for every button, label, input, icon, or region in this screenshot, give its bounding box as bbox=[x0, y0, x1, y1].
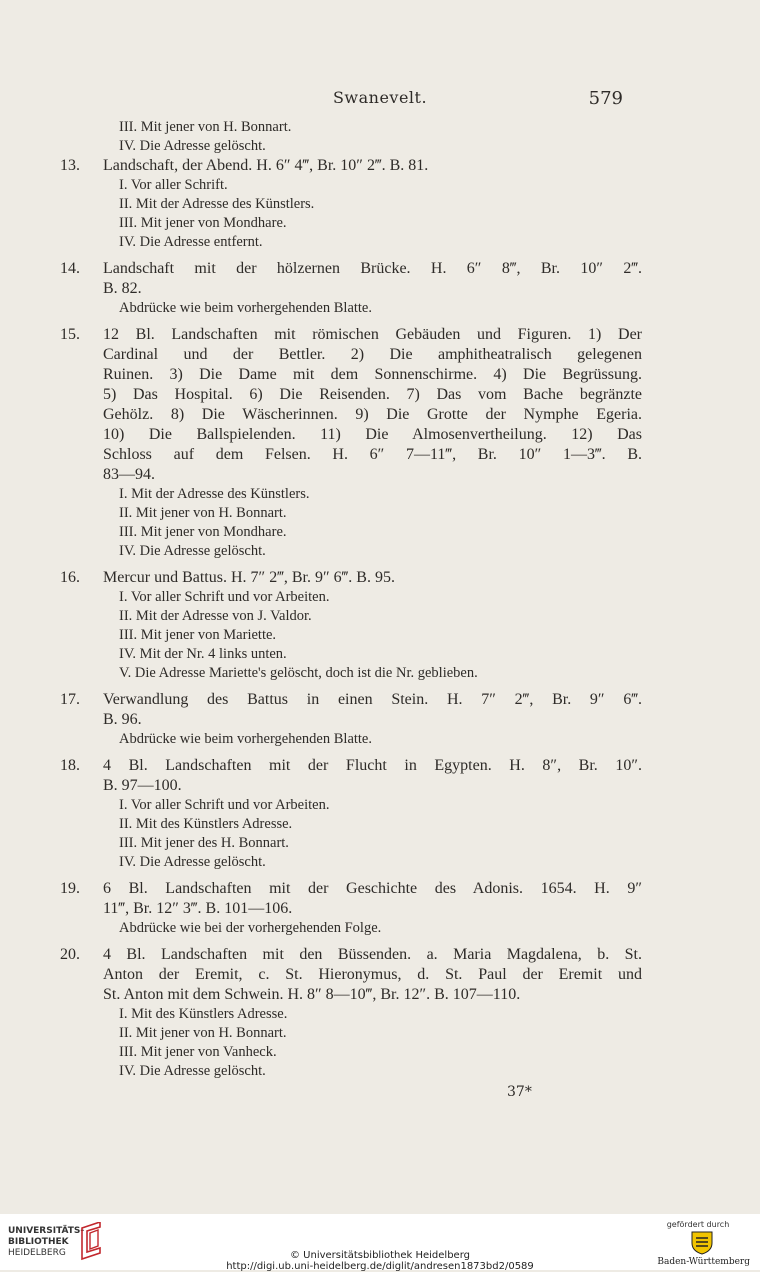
catalogue-entry bbox=[60, 945, 642, 1081]
catalogue-entry bbox=[60, 690, 642, 749]
copyright-text: © Universitätsbibliothek Heidelberg bbox=[289, 1250, 470, 1261]
entry-text-line: 4 Bl. Landschaften mit der Flucht in Egypten. H. 8″, Br. 10″. bbox=[103, 757, 642, 774]
continued-entry bbox=[60, 118, 642, 156]
state-line: I. Mit der Adresse des Künstlers. bbox=[119, 486, 310, 502]
catalogue-entry bbox=[60, 156, 642, 252]
state-line: III. Mit jener des H. Bonnart. bbox=[119, 835, 289, 851]
entry-text-line: 4 Bl. Landschaften mit den Büssenden. a. Maria Magdalena, b. St. bbox=[103, 946, 642, 963]
state-line: I. Mit des Künstlers Adresse. bbox=[119, 1006, 288, 1022]
state-line: IV. Die Adresse gelöscht. bbox=[119, 1063, 266, 1079]
footer-bar bbox=[0, 1214, 760, 1270]
state-line: III. Mit jener von Vanheck. bbox=[119, 1044, 277, 1060]
catalogue-text bbox=[60, 118, 642, 1081]
entry-body bbox=[103, 879, 642, 938]
entry-body bbox=[103, 118, 642, 156]
signature-mark: 37* bbox=[507, 1084, 532, 1100]
entry-note: Abdrücke wie beim vorhergehenden Blatte. bbox=[119, 731, 372, 747]
state-line: V. Die Adresse Mariette's gelöscht, doch ist die Nr. geblieben. bbox=[119, 665, 478, 681]
entry-text-line: B. 96. bbox=[103, 711, 142, 728]
catalogue-entry bbox=[60, 756, 642, 872]
entry-text-line: St. Anton mit dem Schwein. H. 8″ 8—10‴, Br. 12″. B. 107—110. bbox=[103, 986, 521, 1003]
state-line: IV. Die Adresse gelöscht. bbox=[119, 543, 266, 559]
entry-text-line: 11‴, Br. 12″ 3‴. B. 101—106. bbox=[103, 900, 293, 917]
entry-number: 16. bbox=[60, 569, 80, 586]
state-line: II. Mit jener von H. Bonnart. bbox=[119, 1025, 287, 1041]
library-name-line: UNIVERSITÄTS- bbox=[8, 1226, 85, 1236]
state-line: III. Mit jener von Mondhare. bbox=[119, 215, 287, 231]
library-name-line: BIBLIOTHEK bbox=[8, 1237, 69, 1247]
entry-text-line: Mercur und Battus. H. 7″ 2‴, Br. 9″ 6‴. B. 95. bbox=[103, 569, 395, 586]
entry-body bbox=[103, 259, 642, 318]
entry-body bbox=[103, 568, 642, 683]
entry-body bbox=[103, 690, 642, 749]
funded-by-label: gefördert durch bbox=[666, 1220, 730, 1229]
state-coat-of-arms-icon bbox=[690, 1229, 714, 1255]
state-line: II. Mit jener von H. Bonnart. bbox=[119, 505, 287, 521]
state-line: III. Mit jener von Mondhare. bbox=[119, 524, 287, 540]
state-line: II. Mit der Adresse des Künstlers. bbox=[119, 196, 315, 212]
entry-body bbox=[103, 945, 642, 1081]
entry-note: Abdrücke wie beim vorhergehenden Blatte. bbox=[119, 300, 372, 316]
entry-text-line: Gehölz. 8) Die Wäscherinnen. 9) Die Grotte der Nymphe Egeria. bbox=[103, 406, 642, 423]
state-line: I. Vor aller Schrift. bbox=[119, 177, 228, 193]
entry-text-line: 6 Bl. Landschaften mit der Geschichte des Adonis. 1654. H. 9″ bbox=[103, 880, 642, 897]
state-line: III. Mit jener von H. Bonnart. bbox=[119, 119, 292, 135]
state-line: III. Mit jener von Mariette. bbox=[119, 627, 277, 643]
entry-number: 13. bbox=[60, 157, 80, 174]
state-line: IV. Die Adresse gelöscht. bbox=[119, 854, 266, 870]
entry-text-line: Anton der Eremit, c. St. Hieronymus, d. St. Paul der Eremit und bbox=[103, 966, 642, 983]
copyright-notice bbox=[0, 1250, 760, 1272]
catalogue-entry bbox=[60, 568, 642, 683]
entry-text-line: Verwandlung des Battus in einen Stein. H. 7″ 2‴, Br. 9″ 6‴. bbox=[103, 691, 642, 708]
entry-text-line: B. 97—100. bbox=[103, 777, 182, 794]
entry-body bbox=[103, 325, 642, 561]
entry-body bbox=[103, 156, 642, 252]
entry-text-line: 5) Das Hospital. 6) Die Reisenden. 7) Das vom Bache begränzte bbox=[103, 386, 642, 403]
entry-text-line: 83—94. bbox=[103, 466, 155, 483]
entry-text-line: Cardinal und der Bettler. 2) Die amphitheatralisch gelegenen bbox=[103, 346, 642, 363]
entry-body bbox=[103, 756, 642, 872]
page-number: 579 bbox=[588, 88, 623, 109]
entry-text-line: B. 82. bbox=[103, 280, 142, 297]
catalogue-entry bbox=[60, 325, 642, 561]
catalogue-entry bbox=[60, 259, 642, 318]
entry-number: 15. bbox=[60, 326, 80, 343]
entry-list bbox=[60, 156, 642, 1081]
entry-number: 19. bbox=[60, 880, 80, 897]
permalink[interactable]: http://digi.ub.uni-heidelberg.de/diglit/andresen1873bd2/0589 bbox=[226, 1261, 534, 1272]
entry-text-line: 12 Bl. Landschaften mit römischen Gebäuden und Figuren. 1) Der bbox=[103, 326, 642, 343]
library-name-line: HEIDELBERG bbox=[8, 1248, 66, 1258]
state-line: IV. Die Adresse gelöscht. bbox=[119, 138, 266, 154]
state-line: II. Mit der Adresse von J. Valdor. bbox=[119, 608, 312, 624]
entry-text-line: Landschaft, der Abend. H. 6″ 4‴, Br. 10″ 2‴. B. 81. bbox=[103, 157, 429, 174]
entry-text-line: Schloss auf dem Felsen. H. 6″ 7—11‴, Br. 10″ 1—3‴. B. bbox=[103, 446, 642, 463]
entry-number: 17. bbox=[60, 691, 80, 708]
entry-number: 18. bbox=[60, 757, 80, 774]
catalogue-entry bbox=[60, 879, 642, 938]
funder-name: Baden-Württemberg bbox=[657, 1257, 750, 1267]
entry-text-line: 10) Die Ballspielenden. 11) Die Almosenvertheilung. 12) Das bbox=[103, 426, 642, 443]
state-line: II. Mit des Künstlers Adresse. bbox=[119, 816, 293, 832]
state-line: I. Vor aller Schrift und vor Arbeiten. bbox=[119, 589, 330, 605]
entry-number: 20. bbox=[60, 946, 80, 963]
entry-number: 14. bbox=[60, 260, 80, 277]
running-head: Swanevelt. bbox=[332, 88, 428, 107]
state-line: IV. Mit der Nr. 4 links unten. bbox=[119, 646, 287, 662]
state-line: IV. Die Adresse entfernt. bbox=[119, 234, 263, 250]
entry-text-line: Landschaft mit der hölzernen Brücke. H. 6″ 8‴, Br. 10″ 2‴. bbox=[103, 260, 642, 277]
entry-note: Abdrücke wie bei der vorhergehenden Folge. bbox=[119, 920, 382, 936]
entry-text-line: Ruinen. 3) Die Dame mit dem Sonnenschirme. 4) Die Begrüssung. bbox=[103, 366, 642, 383]
state-line: I. Vor aller Schrift und vor Arbeiten. bbox=[119, 797, 330, 813]
